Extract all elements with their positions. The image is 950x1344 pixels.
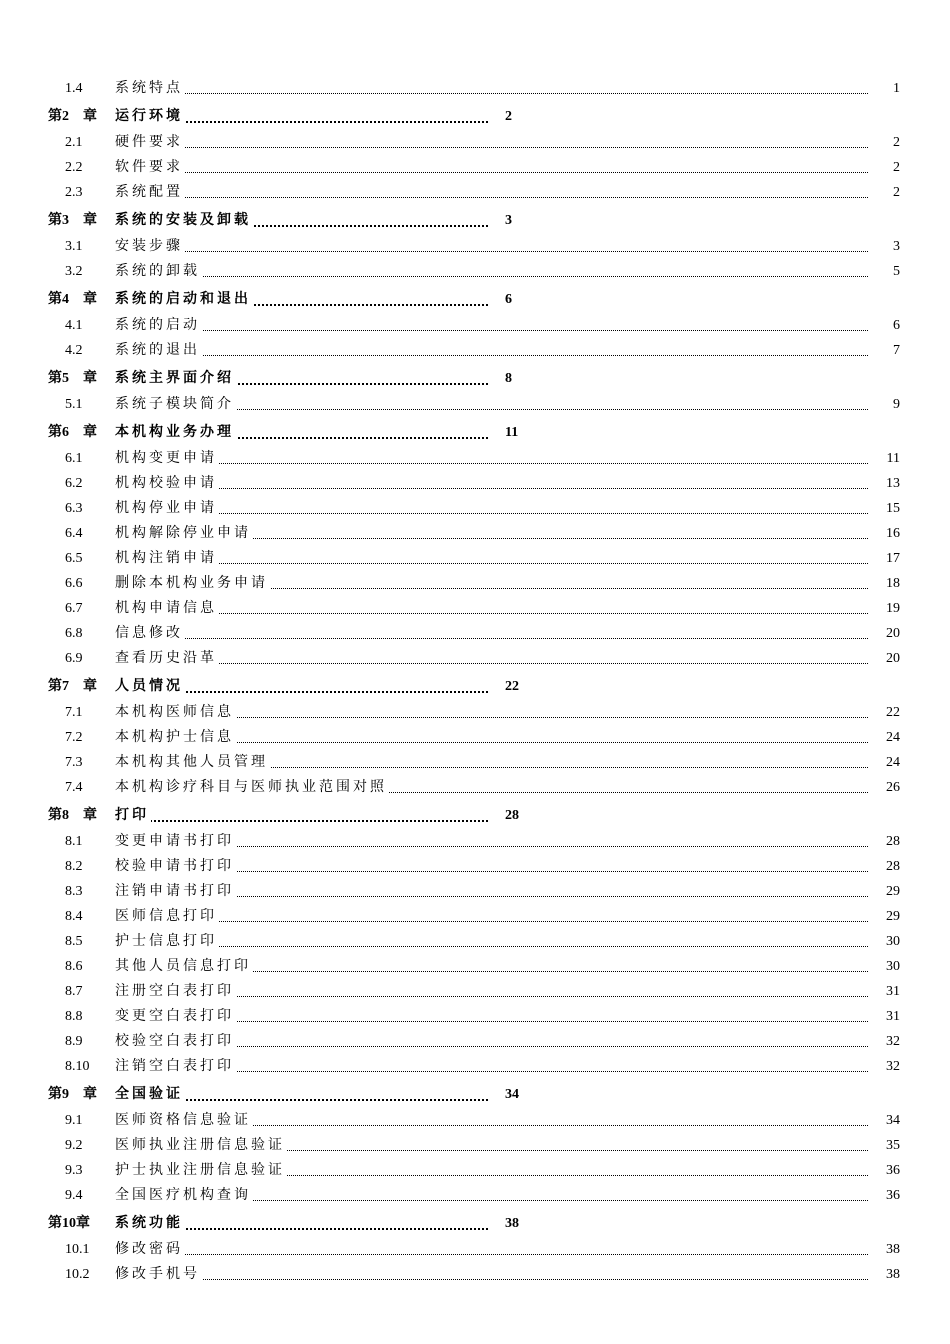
toc-entry-title[interactable]: 系统配置: [115, 180, 185, 205]
toc-entry-number: 8.7: [65, 984, 83, 999]
toc-entry-title[interactable]: 系统的退出: [115, 338, 202, 363]
toc-entry-page-number: 7: [893, 343, 900, 358]
dot-leader: [118, 172, 868, 173]
toc-section-entry[interactable]: [0, 1054, 950, 1079]
toc-entry-page-number: 36: [886, 1163, 900, 1178]
toc-entry-number: 9.4: [65, 1188, 83, 1203]
dot-leader: [118, 663, 868, 664]
toc-entry-page-number: 6: [505, 292, 512, 307]
toc-section-entry[interactable]: [0, 829, 950, 854]
toc-entry-page-number: 26: [886, 780, 900, 795]
toc-entry-number: 8.4: [65, 909, 83, 924]
dot-leader: [118, 820, 488, 822]
toc-entry-title[interactable]: 校验申请书打印: [115, 854, 236, 879]
toc-section-entry[interactable]: [0, 775, 950, 800]
toc-entry-number: 6.7: [65, 601, 83, 616]
toc-entry-number: 2.3: [65, 185, 83, 200]
toc-section-entry[interactable]: [0, 313, 950, 338]
toc-entry-title[interactable]: 机构解除停业申请: [115, 521, 253, 546]
toc-section-entry[interactable]: [0, 155, 950, 180]
toc-section-entry[interactable]: [0, 725, 950, 750]
toc-entry-page-number: 32: [886, 1034, 900, 1049]
toc-entry-page-number: 6: [893, 318, 900, 333]
dot-leader: [118, 463, 868, 464]
dot-leader: [118, 513, 868, 514]
dot-leader: [118, 638, 868, 639]
toc-section-entry[interactable]: [0, 1133, 950, 1158]
toc-section-entry[interactable]: [0, 446, 950, 471]
toc-section-entry[interactable]: [0, 1158, 950, 1183]
toc-section-entry[interactable]: [0, 234, 950, 259]
toc-entry-page-number: 30: [886, 934, 900, 949]
toc-entry-number: 8.5: [65, 934, 83, 949]
toc-entry-title[interactable]: 删除本机构业务申请: [115, 571, 270, 596]
toc-entry-page-number: 30: [886, 959, 900, 974]
toc-entry-page-number: 36: [886, 1188, 900, 1203]
toc-entry-page-number: 9: [893, 397, 900, 412]
toc-entry-page-number: 34: [505, 1087, 519, 1102]
toc-chapter-entry[interactable]: [0, 1210, 950, 1237]
toc-entry-title[interactable]: 本机构其他人员管理: [115, 750, 270, 775]
toc-entry-number: 7.3: [65, 755, 83, 770]
toc-entry-title[interactable]: 护士执业注册信息验证: [115, 1158, 287, 1183]
toc-entry-number: 8.3: [65, 884, 83, 899]
toc-entry-page-number: 11: [505, 425, 519, 440]
toc-entry-number: 6.2: [65, 476, 83, 491]
toc-entry-number: 8.6: [65, 959, 83, 974]
toc-chapter-entry[interactable]: [0, 1081, 950, 1108]
toc-entry-page-number: 29: [886, 909, 900, 924]
toc-entry-title[interactable]: 本机构业务办理: [115, 419, 236, 446]
dot-leader: [118, 276, 868, 277]
toc-entry-page-number: 15: [886, 501, 900, 516]
toc-entry-number: 2.2: [65, 160, 83, 175]
toc-entry-page-number: 13: [886, 476, 900, 491]
toc-entry-page-number: 16: [886, 526, 900, 541]
toc-entry-title[interactable]: 系统主界面介绍: [115, 365, 236, 392]
toc-entry-number: 3.1: [65, 239, 83, 254]
toc-entry-title[interactable]: 本机构诊疗科目与医师执业范围对照: [115, 775, 389, 800]
toc-entry-number: 6.6: [65, 576, 83, 591]
toc-section-entry[interactable]: [0, 521, 950, 546]
toc-entry-page-number: 19: [886, 601, 900, 616]
dot-leader: [118, 488, 868, 489]
toc-entry-title[interactable]: 校验空白表打印: [115, 1029, 236, 1054]
toc-entry-title[interactable]: 变更申请书打印: [115, 829, 236, 854]
toc-entry-number: 第4 章: [48, 292, 97, 307]
dot-leader: [118, 921, 868, 922]
toc-entry-page-number: 28: [886, 834, 900, 849]
toc-entry-title[interactable]: 机构校验申请: [115, 471, 219, 496]
dot-leader: [118, 1254, 868, 1255]
toc-section-entry[interactable]: [0, 621, 950, 646]
toc-entry-title[interactable]: 注销空白表打印: [115, 1054, 236, 1079]
toc-entry-number: 第9 章: [48, 1087, 97, 1102]
toc-section-entry[interactable]: [0, 904, 950, 929]
toc-entry-page-number: 2: [893, 185, 900, 200]
toc-chapter-entry[interactable]: [0, 419, 950, 446]
toc-section-entry[interactable]: [0, 338, 950, 363]
toc-entry-page-number: 38: [505, 1216, 519, 1231]
toc-section-entry[interactable]: [0, 854, 950, 879]
toc-entry-title[interactable]: 系统的启动和退出: [115, 286, 253, 313]
dot-leader: [118, 330, 868, 331]
toc-entry-title[interactable]: 注销申请书打印: [115, 879, 236, 904]
toc-entry-page-number: 24: [886, 755, 900, 770]
toc-entry-number: 第2 章: [48, 109, 97, 124]
toc-section-entry[interactable]: [0, 929, 950, 954]
toc-entry-title[interactable]: 医师信息打印: [115, 904, 219, 929]
toc-entry-title[interactable]: 硬件要求: [115, 130, 185, 155]
toc-section-entry[interactable]: [0, 259, 950, 284]
toc-entry-page-number: 2: [893, 160, 900, 175]
toc-section-entry[interactable]: [0, 879, 950, 904]
toc-entry-title[interactable]: 信息修改: [115, 621, 185, 646]
toc-entry-number: 10.2: [65, 1267, 90, 1282]
toc-entry-page-number: 20: [886, 626, 900, 641]
toc-entry-page-number: 31: [886, 1009, 900, 1024]
toc-entry-title[interactable]: 机构变更申请: [115, 446, 219, 471]
toc-entry-number: 第5 章: [48, 371, 97, 386]
toc-entry-number: 9.1: [65, 1113, 83, 1128]
toc-entry-title[interactable]: 打印: [115, 802, 151, 829]
toc-entry-title[interactable]: 修改手机号: [115, 1262, 202, 1287]
toc-entry-page-number: 29: [886, 884, 900, 899]
toc-entry-number: 6.3: [65, 501, 83, 516]
toc-entry-page-number: 17: [886, 551, 900, 566]
toc-entry-page-number: 32: [886, 1059, 900, 1074]
toc-entry-title[interactable]: 修改密码: [115, 1237, 185, 1262]
toc-entry-page-number: 11: [886, 451, 900, 466]
toc-entry-number: 7.2: [65, 730, 83, 745]
toc-entry-title[interactable]: 护士信息打印: [115, 929, 219, 954]
toc-entry-title[interactable]: 软件要求: [115, 155, 185, 180]
toc-chapter-entry[interactable]: [0, 286, 950, 313]
toc-section-entry[interactable]: [0, 496, 950, 521]
toc-section-entry[interactable]: [0, 700, 950, 725]
toc-entry-title[interactable]: 全国验证: [115, 1081, 185, 1108]
toc-entry-title[interactable]: 本机构医师信息: [115, 700, 236, 725]
toc-entry-number: 第7 章: [48, 679, 97, 694]
toc-entry-number: 4.2: [65, 343, 83, 358]
dot-leader: [118, 93, 868, 94]
toc-section-entry[interactable]: [0, 750, 950, 775]
toc-entry-page-number: 38: [886, 1242, 900, 1257]
toc-entry-number: 9.2: [65, 1138, 83, 1153]
toc-entry-page-number: 3: [893, 239, 900, 254]
toc-entry-title[interactable]: 运行环境: [115, 103, 185, 130]
toc-entry-number: 第8 章: [48, 808, 97, 823]
toc-entry-number: 8.8: [65, 1009, 83, 1024]
toc-entry-page-number: 28: [505, 808, 519, 823]
toc-section-entry[interactable]: [0, 596, 950, 621]
toc-section-entry[interactable]: [0, 646, 950, 671]
toc-entry-page-number: 38: [886, 1267, 900, 1282]
toc-section-entry[interactable]: [0, 471, 950, 496]
toc-entry-number: 3.2: [65, 264, 83, 279]
dot-leader: [118, 1279, 868, 1280]
dot-leader: [118, 613, 868, 614]
toc-entry-title[interactable]: 系统子模块简介: [115, 392, 236, 417]
toc-entry-number: 10.1: [65, 1242, 90, 1257]
toc-entry-title[interactable]: 医师资格信息验证: [115, 1108, 253, 1133]
toc-section-entry[interactable]: [0, 1108, 950, 1133]
toc-section-entry[interactable]: [0, 546, 950, 571]
toc-entry-number: 6.1: [65, 451, 83, 466]
toc-entry-title[interactable]: 其他人员信息打印: [115, 954, 253, 979]
toc-chapter-entry[interactable]: [0, 365, 950, 392]
toc-entry-page-number: 8: [505, 371, 512, 386]
toc-entry-page-number: 22: [886, 705, 900, 720]
dot-leader: [118, 946, 868, 947]
toc-section-entry[interactable]: [0, 392, 950, 417]
toc-entry-number: 6.5: [65, 551, 83, 566]
toc-section-entry[interactable]: [0, 979, 950, 1004]
toc-entry-page-number: 18: [886, 576, 900, 591]
toc-chapter-entry[interactable]: [0, 802, 950, 829]
toc-entry-number: 8.9: [65, 1034, 83, 1049]
toc-entry-page-number: 24: [886, 730, 900, 745]
toc-entry-number: 8.1: [65, 834, 83, 849]
toc-entry-title[interactable]: 机构申请信息: [115, 596, 219, 621]
toc-entry-page-number: 20: [886, 651, 900, 666]
toc-entry-title[interactable]: 系统的启动: [115, 313, 202, 338]
toc-entry-title[interactable]: 查看历史沿革: [115, 646, 219, 671]
toc-chapter-entry[interactable]: [0, 103, 950, 130]
toc-entry-title[interactable]: 机构停业申请: [115, 496, 219, 521]
dot-leader: [118, 197, 868, 198]
toc-section-entry[interactable]: [0, 1029, 950, 1054]
toc-entry-number: 5.1: [65, 397, 83, 412]
toc-section-entry[interactable]: [0, 180, 950, 205]
toc-section-entry[interactable]: [0, 571, 950, 596]
dot-leader: [118, 147, 868, 148]
toc-chapter-entry[interactable]: [0, 673, 950, 700]
toc-section-entry[interactable]: [0, 1237, 950, 1262]
toc-entry-number: 1.4: [65, 81, 83, 96]
toc-entry-title[interactable]: 本机构护士信息: [115, 725, 236, 750]
toc-entry-page-number: 5: [893, 264, 900, 279]
toc-section-entry[interactable]: [0, 1262, 950, 1287]
toc-entry-page-number: 28: [886, 859, 900, 874]
toc-entry-number: 7.4: [65, 780, 83, 795]
toc-entry-number: 第3 章: [48, 213, 97, 228]
toc-entry-page-number: 2: [505, 109, 512, 124]
toc-entry-page-number: 35: [886, 1138, 900, 1153]
toc-entry-title[interactable]: 全国医疗机构查询: [115, 1183, 253, 1208]
dot-leader: [118, 563, 868, 564]
dot-leader: [118, 355, 868, 356]
toc-entry-page-number: 22: [505, 679, 519, 694]
toc-entry-title[interactable]: 安装步骤: [115, 234, 185, 259]
toc-entry-title[interactable]: 注册空白表打印: [115, 979, 236, 1004]
toc-entry-number: 第10章: [48, 1216, 90, 1231]
toc-entry-number: 8.2: [65, 859, 83, 874]
toc-entry-number: 6.9: [65, 651, 83, 666]
dot-leader: [118, 251, 868, 252]
toc-entry-title[interactable]: 系统功能: [115, 1210, 185, 1237]
toc-section-entry[interactable]: [0, 76, 950, 101]
toc-section-entry[interactable]: [0, 1183, 950, 1208]
toc-entry-page-number: 3: [505, 213, 512, 228]
toc-entry-title[interactable]: 机构注销申请: [115, 546, 219, 571]
toc-entry-page-number: 1: [893, 81, 900, 96]
toc-section-entry[interactable]: [0, 1004, 950, 1029]
toc-entry-title[interactable]: 医师执业注册信息验证: [115, 1133, 287, 1158]
toc-entry-title[interactable]: 系统的卸载: [115, 259, 202, 284]
toc-entry-title[interactable]: 系统的安装及卸载: [115, 207, 253, 234]
toc-entry-number: 9.3: [65, 1163, 83, 1178]
toc-entry-number: 4.1: [65, 318, 83, 333]
toc-entry-title[interactable]: 系统特点: [115, 76, 185, 101]
table-of-contents: [0, 76, 950, 1287]
toc-entry-number: 8.10: [65, 1059, 90, 1074]
toc-section-entry[interactable]: [0, 130, 950, 155]
toc-chapter-entry[interactable]: [0, 207, 950, 234]
toc-entry-page-number: 34: [886, 1113, 900, 1128]
toc-entry-page-number: 2: [893, 135, 900, 150]
toc-entry-number: 7.1: [65, 705, 83, 720]
toc-entry-page-number: 31: [886, 984, 900, 999]
toc-entry-number: 第6 章: [48, 425, 97, 440]
toc-entry-title[interactable]: 人员情况: [115, 673, 185, 700]
toc-entry-number: 6.8: [65, 626, 83, 641]
toc-entry-title[interactable]: 变更空白表打印: [115, 1004, 236, 1029]
toc-entry-number: 2.1: [65, 135, 83, 150]
toc-section-entry[interactable]: [0, 954, 950, 979]
toc-entry-number: 6.4: [65, 526, 83, 541]
